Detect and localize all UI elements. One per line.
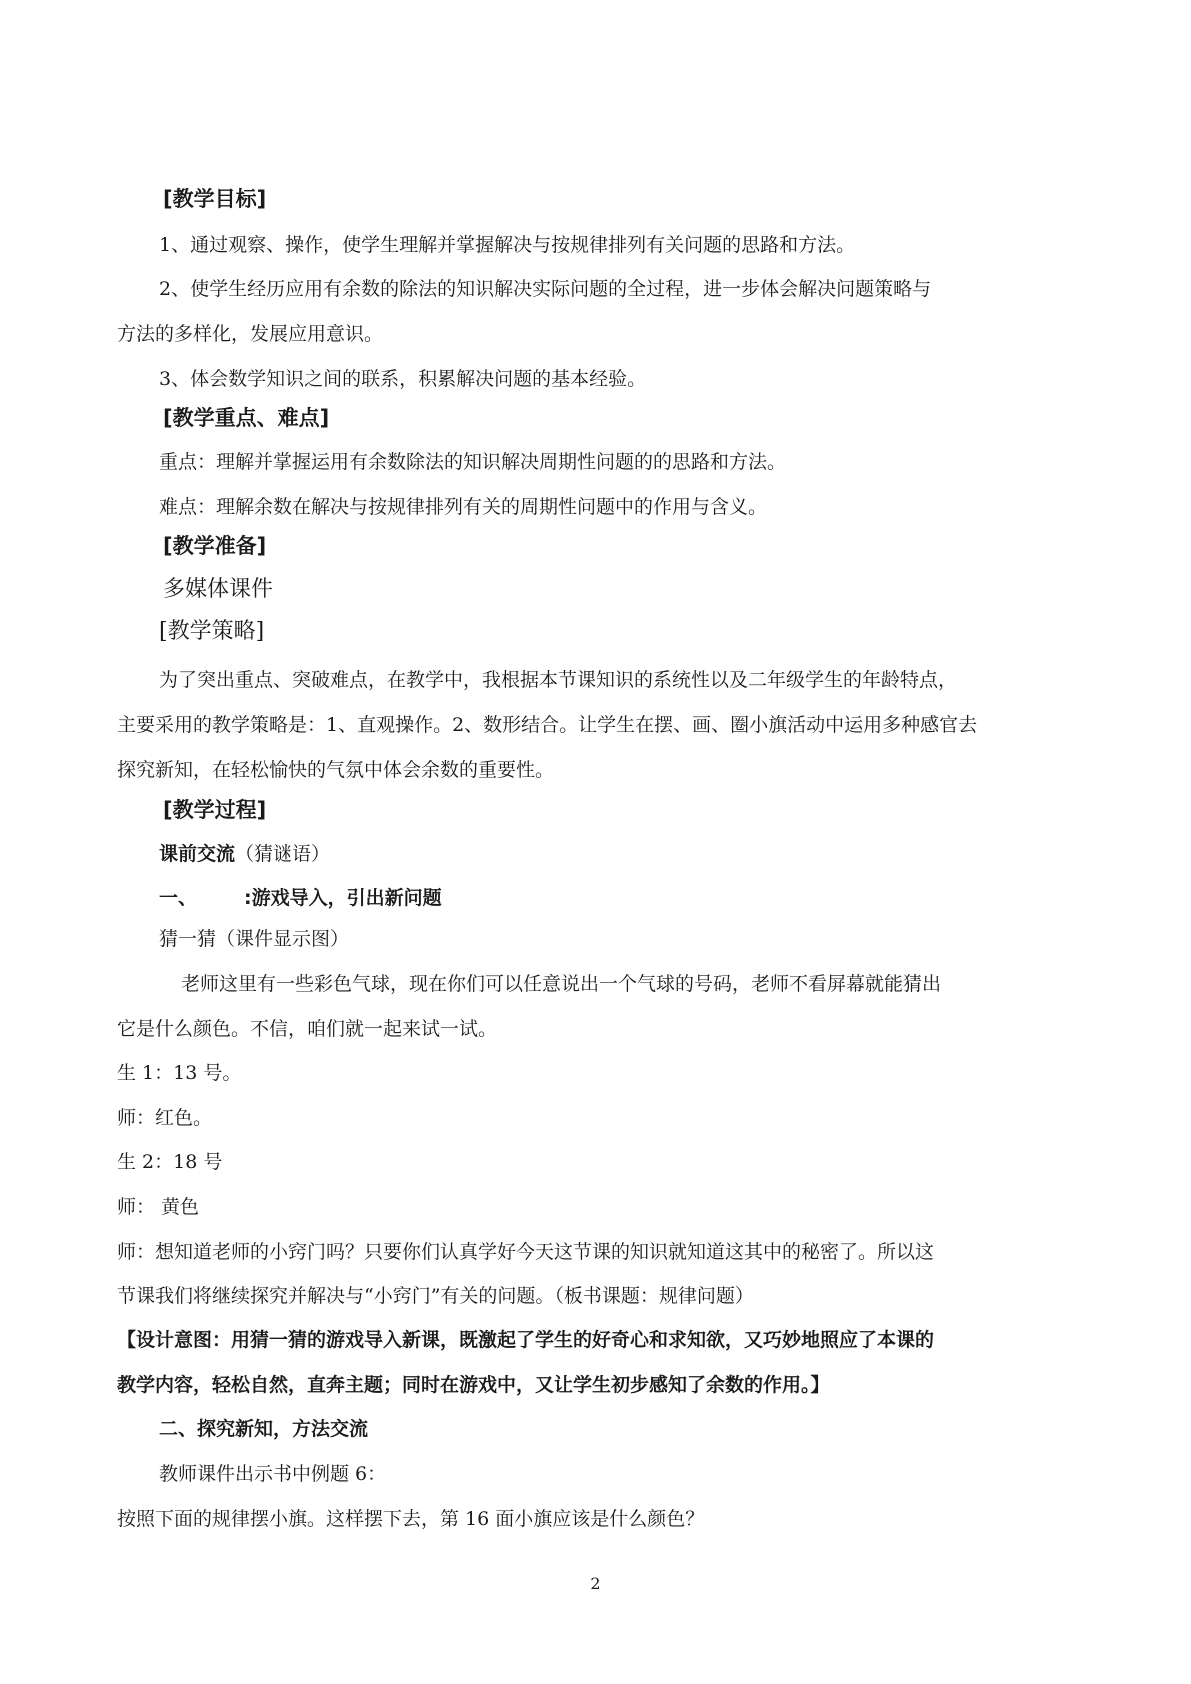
heading-teaching-prep: [教学准备]	[163, 534, 267, 558]
step-1-title: :游戏导入，引出新问题	[244, 887, 442, 909]
heading-teaching-strategy: [教学策略]	[159, 619, 265, 644]
goal-2b: 方法的多样化，发展应用意识。	[117, 323, 384, 345]
strategy-line-1: 为了突出重点、突破难点，在教学中，我根据本节课知识的系统性以及二年级学生的年龄特点，	[159, 669, 958, 691]
strategy-line-3: 探究新知，在轻松愉快的气氛中体会余数的重要性。	[117, 759, 555, 781]
goal-1: 1、通过观察、操作，使学生理解并掌握解决与按规律排列有关问题的思路和方法。	[159, 234, 856, 256]
pre-class-note: （猜谜语）	[235, 843, 331, 865]
teacher-line-1a: 老师这里有一些彩色气球，现在你们可以任意说出一个气球的号码，老师不看屏幕就能猜出	[181, 973, 942, 995]
difficult-point: 难点：理解余数在解决与按规律排列有关的周期性问题中的作用与含义。	[159, 496, 768, 518]
key-point: 重点：理解并掌握运用有余数除法的知识解决周期性问题的的思路和方法。	[159, 451, 787, 473]
strategy-line-2: 主要采用的教学策略是：1、直观操作。2、数形结合。让学生在摆、画、圈小旗活动中运用多种感官去	[117, 714, 978, 736]
goal-3: 3、体会数学知识之间的联系，积累解决问题的基本经验。	[159, 368, 647, 390]
pre-class-label: 课前交流	[159, 843, 236, 865]
step-1-number: 一、	[159, 887, 198, 909]
page-number: 2	[590, 1574, 601, 1593]
example-text: 按照下面的规律摆小旗。这样摆下去，第 16 面小旗应该是什么颜色？	[117, 1508, 705, 1530]
heading-teaching-goals: [教学目标]	[163, 187, 267, 211]
step-2-title: 二、探究新知，方法交流	[159, 1418, 369, 1440]
prep-content: 多媒体课件	[163, 577, 274, 602]
teacher-reply-2: 师： 黄色	[117, 1196, 200, 1218]
teacher-line-3b: 节课我们将继续探究并解决与“小窍门”有关的问题。（板书课题：规律问题）	[117, 1285, 754, 1307]
design-intent-line-2: 教学内容，轻松自然，直奔主题；同时在游戏中，又让学生初步感知了余数的作用。】	[117, 1374, 830, 1396]
heading-key-points: [教学重点、难点]	[163, 406, 330, 430]
heading-teaching-process: [教学过程]	[163, 798, 267, 822]
student-1: 生 1：13 号。	[117, 1062, 242, 1084]
example-intro: 教师课件出示书中例题 6：	[159, 1463, 387, 1485]
design-intent-line-1: 【设计意图：用猜一猜的游戏导入新课，既激起了学生的好奇心和求知欲，又巧妙地照应了本课的	[117, 1329, 935, 1351]
goal-2a: 2、使学生经历应用有余数的除法的知识解决实际问题的全过程，进一步体会解决问题策略与	[159, 278, 932, 300]
teacher-line-1b: 它是什么颜色。不信，咱们就一起来试一试。	[117, 1018, 498, 1040]
student-2: 生 2：18 号	[117, 1151, 223, 1173]
teacher-reply-1: 师：红色。	[117, 1107, 213, 1129]
guess-title: 猜一猜（课件显示图）	[159, 928, 350, 950]
pre-class-exchange	[159, 842, 330, 866]
teacher-line-3a: 师：想知道老师的小窍门吗？只要你们认真学好今天这节课的知识就知道这其中的秘密了。所以这	[117, 1241, 935, 1263]
